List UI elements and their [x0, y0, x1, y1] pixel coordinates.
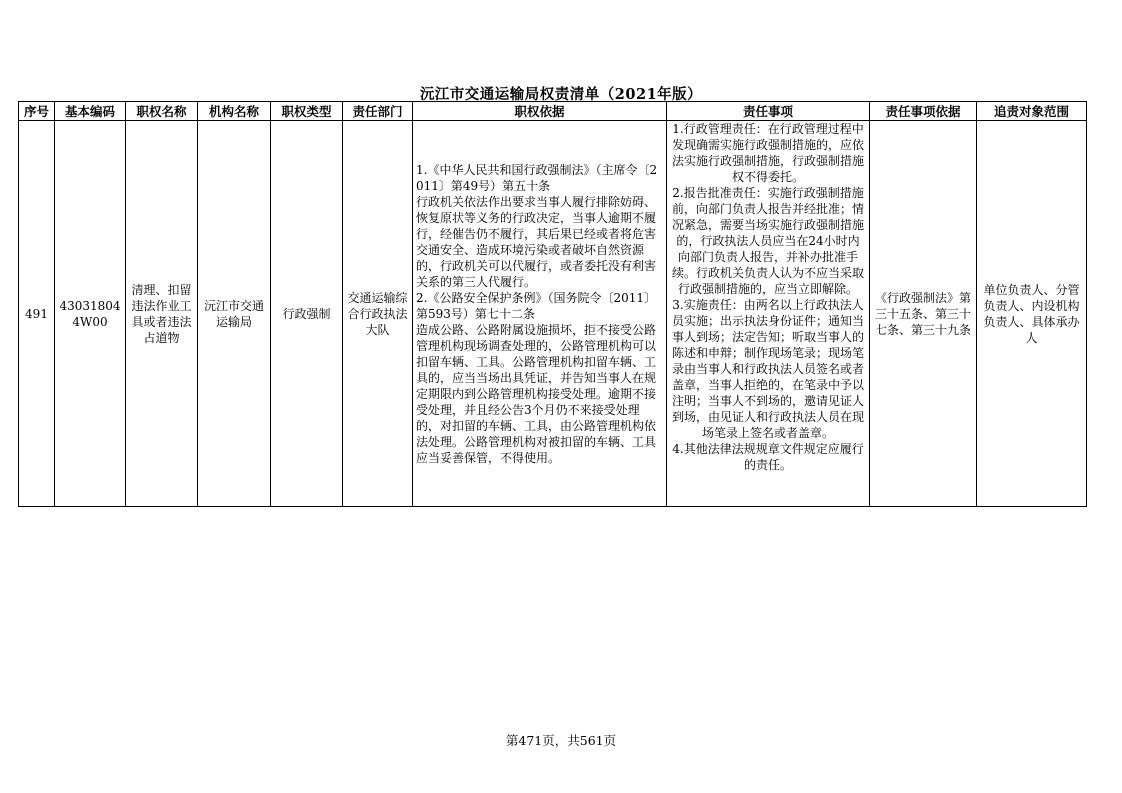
responsibility-paragraph: 1.行政管理责任：在行政管理过程中发现确需实施行政强制措施的，应依法实施行政强制措施，行政强制措施权不得委托。 — [671, 122, 864, 184]
cell-basis — [413, 121, 667, 507]
responsibility-paragraph: 3.实施责任：由两名以上行政执法人员实施；出示执法身份证件；通知当事人到场；法定告知；听取当事人的陈述和申辩；制作现场笔录；现场笔录由当事人和行政执法人员签名或者盖章，当事人拒绝的，在笔录中予以注明；当事人不到场的，邀请见证人到场，由见证人和行政执法人员在现场笔录上签名或者盖章。 — [671, 298, 864, 440]
header-responsibility: 责任事项 — [667, 102, 870, 121]
cell-org: 沅江市交通运输局 — [198, 121, 271, 507]
basis-paragraph: 行政机关依法作出要求当事人履行排除妨碍、恢复原状等义务的行政决定，当事人逾期不履行，经催告仍不履行，其后果已经或者将危害交通安全、造成环境污染或者破坏自然资源的，行政机关可以代履行，或者委托没有利害关系的第三人代履行。 — [416, 194, 657, 289]
header-org: 机构名称 — [198, 102, 271, 121]
cell-power-name: 清理、扣留违法作业工具或者违法占道物 — [126, 121, 198, 507]
header-row — [19, 102, 1087, 121]
responsibility-table — [18, 101, 1087, 507]
page-number: 第471页，共561页 — [505, 733, 617, 748]
cell-index: 491 — [19, 121, 55, 507]
header-power-name: 职权名称 — [126, 102, 198, 121]
cell-responsibility — [667, 121, 870, 507]
cell-resp-basis: 《行政强制法》第三十五条、第三十七条、第三十九条 — [870, 121, 977, 507]
table-row — [19, 121, 1087, 507]
page-title: 沅江市交通运输局权责清单（2021年版） — [419, 86, 703, 103]
header-dept: 责任部门 — [343, 102, 413, 121]
cell-accountability: 单位负责人、分管负责人、内设机构负责人、具体承办人 — [977, 121, 1087, 507]
basis-paragraph: 造成公路、公路附属设施损坏，拒不接受公路管理机构现场调查处理的，公路管理机构可以扣留车辆、工具。公路管理机构扣留车辆、工具的，应当当场出具凭证，并告知当事人在规定期限内到公路管理机构接受处理。逾期不接受处理，并且经公告3个月仍不来接受处理的，对扣留的车辆、工具，由公路管理机构依法处理。公路管理机构对被扣留的车辆、工具应当妥善保管，不得使用。 — [416, 322, 657, 465]
cell-dept: 交通运输综合行政执法大队 — [343, 121, 413, 507]
basis-paragraph: 1.《中华人民共和国行政强制法》（主席令〔2011〕第49号）第五十条 — [416, 162, 658, 193]
header-basis: 职权依据 — [413, 102, 667, 121]
responsibility-paragraph: 2.报告批准责任：实施行政强制措施前，向部门负责人报告并经批准；情况紧急，需要当场实施行政强制措施的，行政执法人员应当在24小时内向部门负责人报告，并补办批准手续。行政机关负责人认为不应当采取行政强制措施的，应当立即解除。 — [671, 186, 864, 296]
header-accountability: 追责对象范围 — [977, 102, 1087, 121]
header-resp-basis: 责任事项依据 — [870, 102, 977, 121]
cell-code: 430318044W00 — [55, 121, 126, 507]
header-power-type: 职权类型 — [271, 102, 343, 121]
header-code: 基本编码 — [55, 102, 126, 121]
cell-power-type: 行政强制 — [271, 121, 343, 507]
header-index: 序号 — [19, 102, 55, 121]
basis-paragraph: 2.《公路安全保护条例》（国务院令〔2011〕第593号）第七十二条 — [416, 290, 656, 321]
responsibility-paragraph: 4.其他法律法规规章文件规定应履行的责任。 — [672, 442, 864, 472]
